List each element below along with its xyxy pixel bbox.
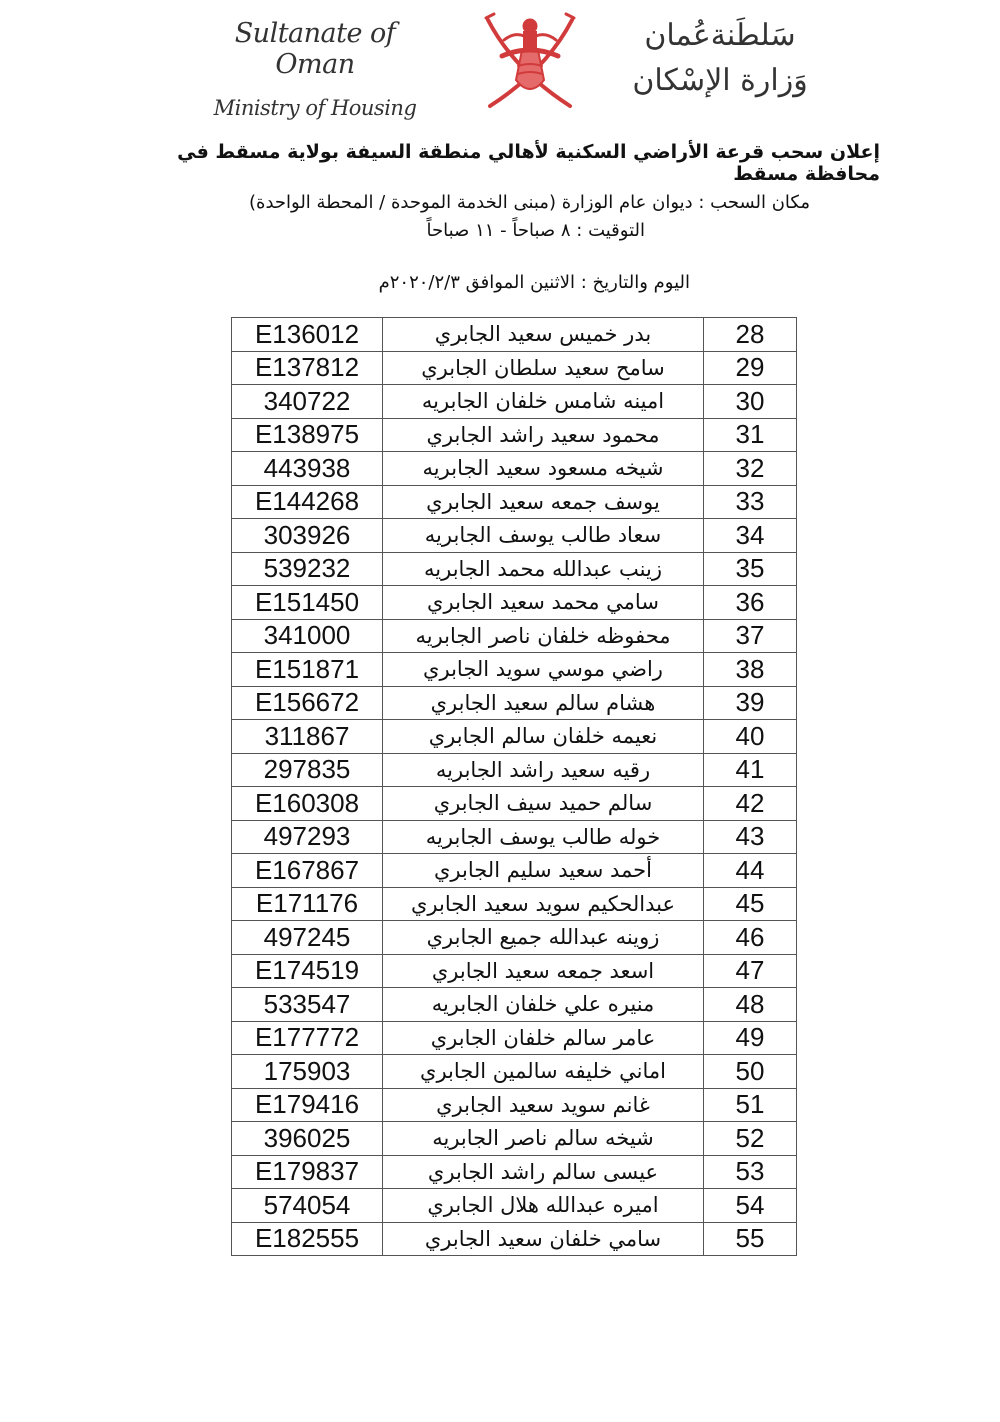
- table-row: [232, 485, 797, 519]
- row-number-cell: 51: [704, 1088, 797, 1122]
- row-number-cell: 42: [704, 787, 797, 821]
- table-row: [232, 720, 797, 754]
- name-cell: سامي محمد سعيد الجابري: [383, 586, 704, 620]
- name-cell: اماني خليفه سالمين الجابري: [383, 1055, 704, 1089]
- row-number-cell: 33: [704, 485, 797, 519]
- id-code-cell: E167867: [232, 854, 383, 888]
- table-row: [232, 351, 797, 385]
- id-code-cell: E151450: [232, 586, 383, 620]
- row-number-cell: 55: [704, 1222, 797, 1256]
- id-code-cell: 497293: [232, 820, 383, 854]
- name-cell: عيسى سالم راشد الجابري: [383, 1155, 704, 1189]
- name-cell: سامي خلفان سعيد الجابري: [383, 1222, 704, 1256]
- draw-date: اليوم والتاريخ : الاثنين الموافق ٢٠٢٠/٢/٣م: [378, 272, 690, 293]
- table-row: [232, 1021, 797, 1055]
- table-row: [232, 1088, 797, 1122]
- row-number-cell: 47: [704, 954, 797, 988]
- row-number-cell: 44: [704, 854, 797, 888]
- name-cell: امينه شامس خلفان الجابريه: [383, 385, 704, 419]
- id-code-cell: E179416: [232, 1088, 383, 1122]
- id-code-cell: E136012: [232, 318, 383, 352]
- id-code-cell: 533547: [232, 988, 383, 1022]
- table-row: [232, 686, 797, 720]
- row-number-cell: 46: [704, 921, 797, 955]
- row-number-cell: 39: [704, 686, 797, 720]
- ministry-header-english: [200, 18, 430, 120]
- name-cell: أحمد سعيد سليم الجابري: [383, 854, 704, 888]
- id-code-cell: 497245: [232, 921, 383, 955]
- id-code-cell: 175903: [232, 1055, 383, 1089]
- name-cell: يوسف جمعه سعيد الجابري: [383, 485, 704, 519]
- id-code-cell: E177772: [232, 1021, 383, 1055]
- announcement-title: إعلان سحب قرعة الأراضي السكنية لأهالي منطقة السيفة بولاية مسقط في محافظة مسقط: [177, 141, 880, 185]
- id-code-cell: E160308: [232, 787, 383, 821]
- row-number-cell: 48: [704, 988, 797, 1022]
- name-cell: عامر سالم خلفان الجابري: [383, 1021, 704, 1055]
- id-code-cell: E179837: [232, 1155, 383, 1189]
- row-number-cell: 30: [704, 385, 797, 419]
- draw-results-table: [231, 317, 797, 1256]
- table-row: [232, 586, 797, 620]
- name-cell: زينب عبدالله محمد الجابريه: [383, 552, 704, 586]
- row-number-cell: 54: [704, 1189, 797, 1223]
- row-number-cell: 49: [704, 1021, 797, 1055]
- row-number-cell: 29: [704, 351, 797, 385]
- id-code-cell: 396025: [232, 1122, 383, 1156]
- ministry-name-ar: وَزارة الإسْكان: [632, 63, 808, 98]
- id-code-cell: 574054: [232, 1189, 383, 1223]
- table-row: [232, 418, 797, 452]
- id-code-cell: 341000: [232, 619, 383, 653]
- id-code-cell: E144268: [232, 485, 383, 519]
- name-cell: خوله طالب يوسف الجابريه: [383, 820, 704, 854]
- table-row: [232, 854, 797, 888]
- table-row: [232, 954, 797, 988]
- table-row: [232, 988, 797, 1022]
- row-number-cell: 35: [704, 552, 797, 586]
- name-cell: زوينه عبدالله جميع الجابري: [383, 921, 704, 955]
- table-row: [232, 787, 797, 821]
- table-row: [232, 452, 797, 486]
- row-number-cell: 32: [704, 452, 797, 486]
- id-code-cell: 297835: [232, 753, 383, 787]
- row-number-cell: 53: [704, 1155, 797, 1189]
- table-row: [232, 1055, 797, 1089]
- name-cell: عبدالحكيم سويد سعيد الجابري: [383, 887, 704, 921]
- name-cell: منيره علي خلفان الجابريه: [383, 988, 704, 1022]
- row-number-cell: 40: [704, 720, 797, 754]
- row-number-cell: 41: [704, 753, 797, 787]
- row-number-cell: 34: [704, 519, 797, 553]
- id-code-cell: 311867: [232, 720, 383, 754]
- id-code-cell: E137812: [232, 351, 383, 385]
- table-row: [232, 820, 797, 854]
- ministry-name-en: Ministry of Housing: [213, 96, 417, 120]
- table-row: [232, 1222, 797, 1256]
- table-row: [232, 1155, 797, 1189]
- name-cell: بدر خميس سعيد الجابري: [383, 318, 704, 352]
- table-row: [232, 921, 797, 955]
- row-number-cell: 36: [704, 586, 797, 620]
- name-cell: نعيمه خلفان سالم الجابري: [383, 720, 704, 754]
- id-code-cell: 539232: [232, 552, 383, 586]
- table-row: [232, 552, 797, 586]
- name-cell: سامح سعيد سلطان الجابري: [383, 351, 704, 385]
- country-name-en: Sultanate of Oman: [234, 18, 396, 80]
- table-row: [232, 887, 797, 921]
- table-row: [232, 753, 797, 787]
- name-cell: محمود سعيد راشد الجابري: [383, 418, 704, 452]
- name-cell: سعاد طالب يوسف الجابريه: [383, 519, 704, 553]
- name-cell: راضي موسي سويد الجابري: [383, 653, 704, 687]
- name-cell: هشام سالم سعيد الجابري: [383, 686, 704, 720]
- id-code-cell: E138975: [232, 418, 383, 452]
- id-code-cell: E174519: [232, 954, 383, 988]
- row-number-cell: 50: [704, 1055, 797, 1089]
- row-number-cell: 37: [704, 619, 797, 653]
- table-row: [232, 385, 797, 419]
- table-row: [232, 1189, 797, 1223]
- row-number-cell: 52: [704, 1122, 797, 1156]
- table-row: [232, 519, 797, 553]
- id-code-cell: 303926: [232, 519, 383, 553]
- id-code-cell: 443938: [232, 452, 383, 486]
- draw-location: مكان السحب : ديوان عام الوزارة (مبنى الخدمة الموحدة / المحطة الواحدة): [248, 192, 810, 213]
- name-cell: سالم حميد سيف الجابري: [383, 787, 704, 821]
- table-row: [232, 318, 797, 352]
- table-row: [232, 619, 797, 653]
- id-code-cell: E182555: [232, 1222, 383, 1256]
- name-cell: شيخه سالم ناصر الجابريه: [383, 1122, 704, 1156]
- table-row: [232, 1122, 797, 1156]
- oman-emblem-icon: [474, 10, 586, 116]
- name-cell: اسعد جمعه سعيد الجابري: [383, 954, 704, 988]
- name-cell: اميره عبدالله هلال الجابري: [383, 1189, 704, 1223]
- row-number-cell: 31: [704, 418, 797, 452]
- ministry-header-arabic: [610, 18, 830, 98]
- table-row: [232, 653, 797, 687]
- row-number-cell: 38: [704, 653, 797, 687]
- id-code-cell: E151871: [232, 653, 383, 687]
- name-cell: شيخه مسعود سعيد الجابريه: [383, 452, 704, 486]
- id-code-cell: E171176: [232, 887, 383, 921]
- name-cell: رقيه سعيد راشد الجابريه: [383, 753, 704, 787]
- id-code-cell: E156672: [232, 686, 383, 720]
- row-number-cell: 45: [704, 887, 797, 921]
- country-name-ar: سَلطَنةعُمان: [644, 18, 796, 53]
- row-number-cell: 28: [704, 318, 797, 352]
- name-cell: محفوظه خلفان ناصر الجابريه: [383, 619, 704, 653]
- name-cell: غانم سويد سعيد الجابري: [383, 1088, 704, 1122]
- row-number-cell: 43: [704, 820, 797, 854]
- draw-time: التوقيت : ٨ صباحاً - ١١ صباحاً: [426, 220, 645, 241]
- id-code-cell: 340722: [232, 385, 383, 419]
